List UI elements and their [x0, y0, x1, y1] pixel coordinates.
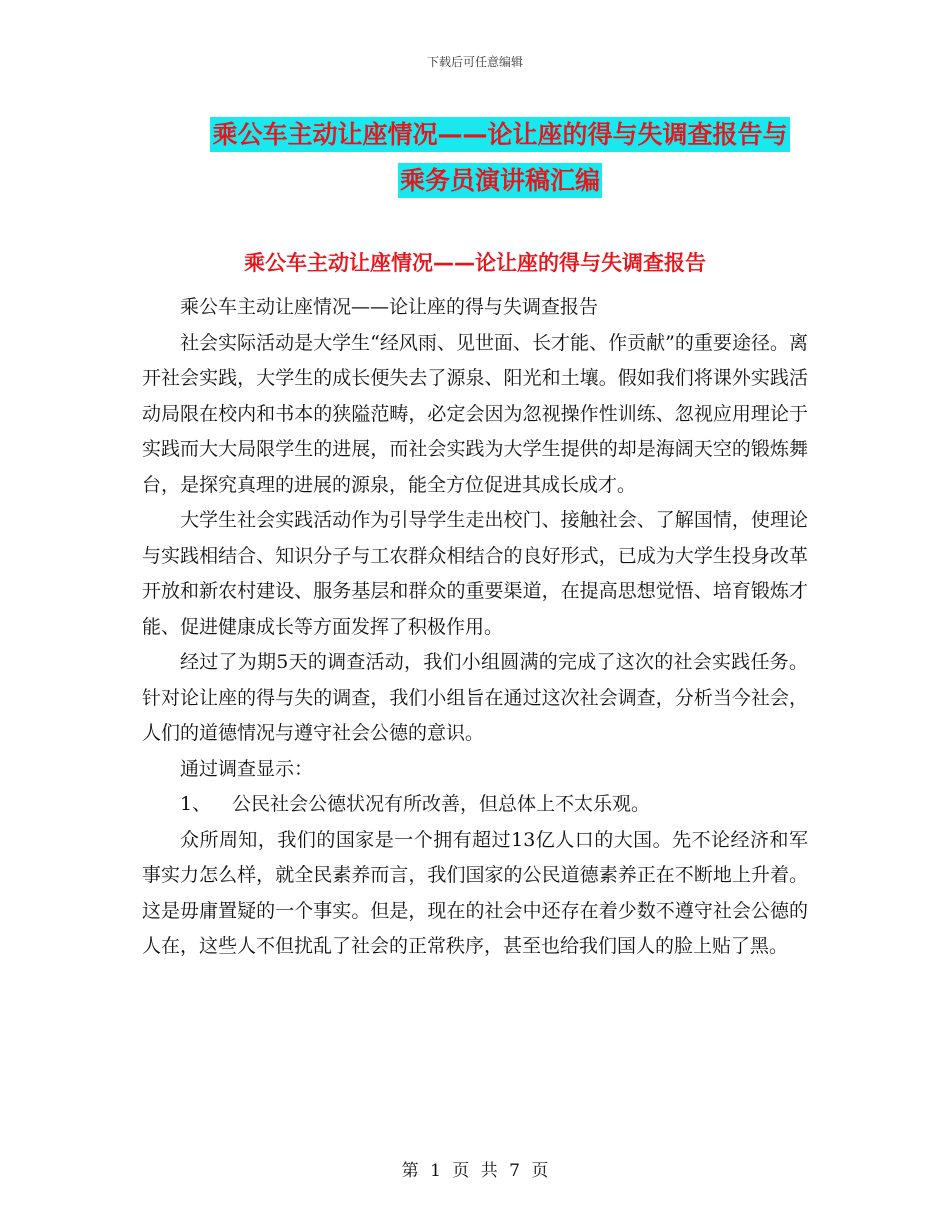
paragraph: 通过调查显示： [180, 757, 314, 780]
paragraph: 众所周知，我们的国家是一个拥有超过13亿人口的大国。先不论经济和军事实力怎么样，就全民素养而言，我们国家的公民道德素养正在不断地上升着。这是毋庸置疑的一个事实。但是，现在的社会中还存在着少数不遵守社会公德的人在，这些人不但扰乱了社会的正常秩序，甚至也给我们国人的脸上贴了黑。 [142, 828, 808, 957]
list-item-text: 公民社会公德状况有所改善，但总体上不太乐观。 [232, 793, 651, 815]
title-line-2: 乘务员演讲稿汇编 [398, 163, 602, 198]
list-item [142, 787, 808, 823]
title-line-1: 乘公车主动让座情况——论让座的得与失调查报告与 [210, 117, 789, 152]
paragraph: 大学生社会实践活动作为引导学生走出校门、接触社会、了解国情，使理论与实践相结合、知识分子与工农群众相结合的良好形式，已成为大学生投身改革开放和新农村建设、服务基层和群众的重要渠道，在提高思想觉悟、培育锻炼才能、促进健康成长等方面发挥了积极作用。 [142, 509, 808, 638]
paragraph: 经过了为期5天的调查活动，我们小组圆满的完成了这次的社会实践任务。针对论让座的得与失的调查，我们小组旨在通过这次社会调查，分析当今社会，人们的道德情况与遵守社会公德的意识。 [142, 651, 808, 744]
document-title [190, 112, 810, 204]
paragraph: 乘公车主动让座情况——论让座的得与失调查报告 [180, 296, 599, 318]
paragraph: 社会实际活动是大学生“经风雨、见世面、长才能、作贡献”的重要途径。离开社会实践，大学生的成长便失去了源泉、阳光和土壤。假如我们将课外实践活动局限在校内和书本的狭隘范畴，必定会因为忽视操作性训练、忽视应用理论于实践而大大局限学生的进展，而社会实践为大学生提供的却是海阔天空的锻炼舞台，是探究真理的进展的源泉，能全方位促进其成长成才。 [142, 331, 808, 496]
document-body [142, 290, 808, 965]
page-number: 第 1 页 共 7 页 [401, 1161, 549, 1181]
list-item-number: 1、 [180, 793, 212, 815]
header-note: 下载后可任意编辑 [426, 55, 523, 69]
section-title: 乘公车主动让座情况——论让座的得与失调查报告 [244, 251, 706, 275]
